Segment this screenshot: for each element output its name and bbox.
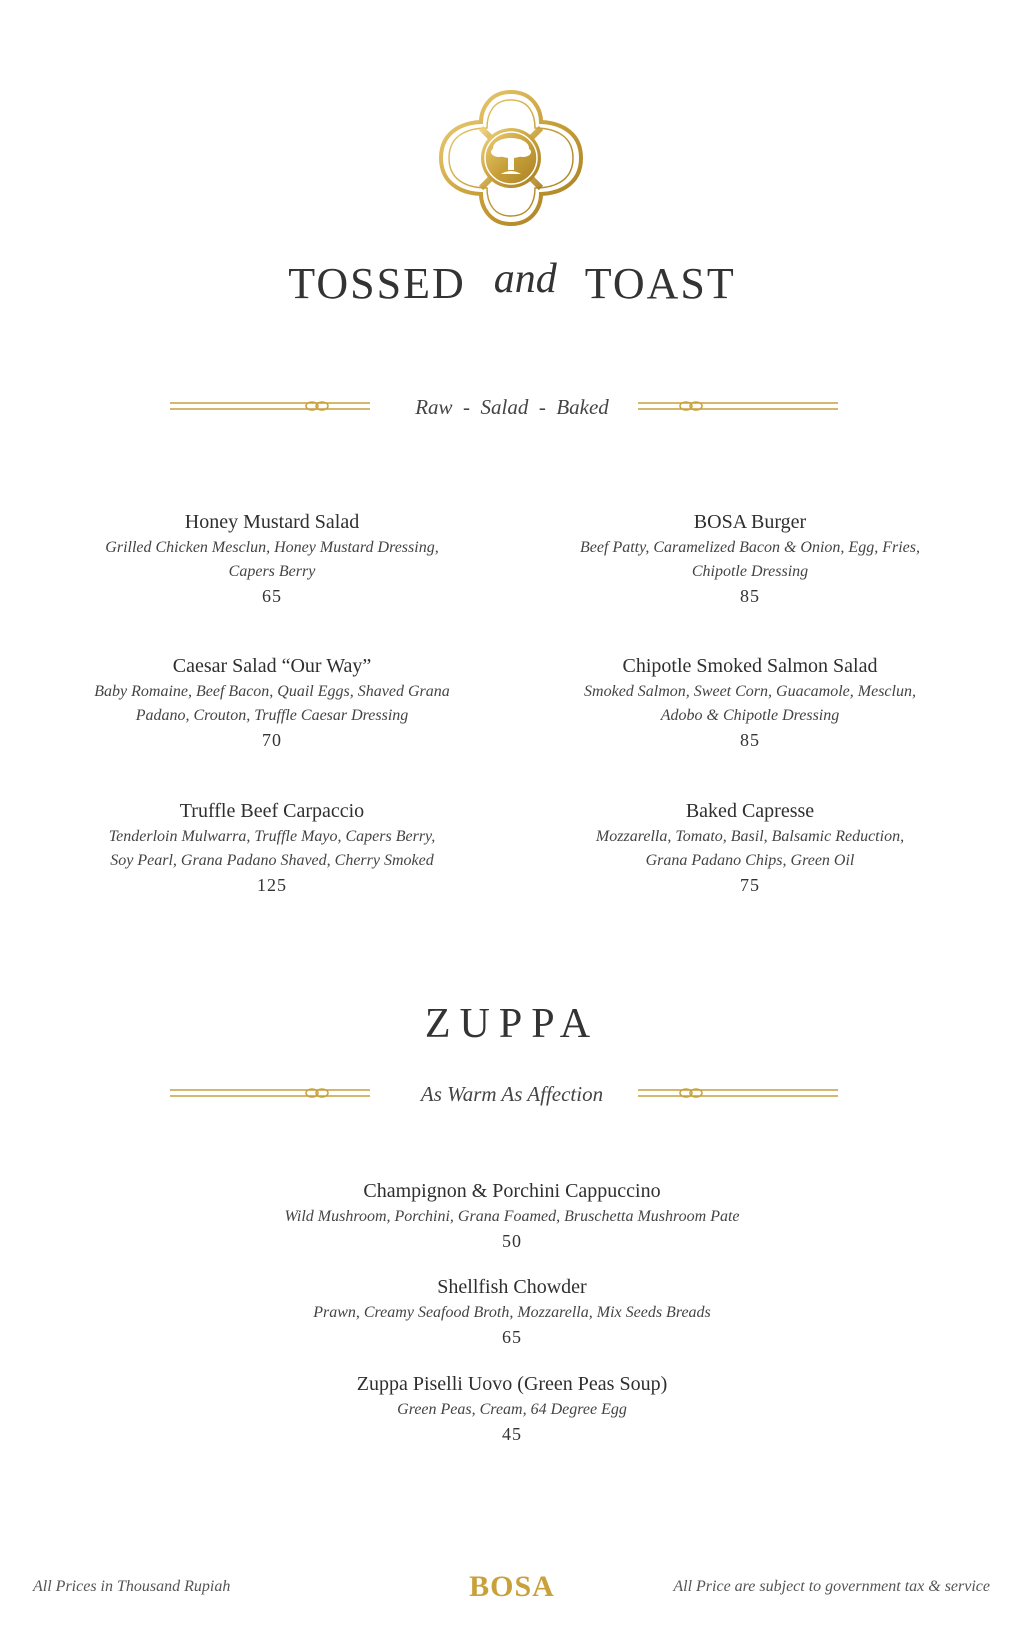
item-price: 75	[740, 875, 760, 895]
item-price: 45	[502, 1424, 522, 1444]
brand-logo-text: BOSA	[469, 1570, 555, 1603]
item-name: BOSA Burger	[693, 511, 807, 533]
menu-item	[52, 797, 492, 897]
item-description: Tenderloin Mulwarra, Truffle Mayo, Capers Berry,	[108, 828, 436, 845]
item-price: 50	[502, 1231, 522, 1251]
item-name: Shellfish Chowder	[437, 1276, 587, 1298]
title-word-toast: TOAST	[584, 259, 736, 308]
ornament-divider-right	[638, 1087, 838, 1099]
item-name: Zuppa Piselli Uovo (Green Peas Soup)	[356, 1373, 668, 1395]
menu-item	[212, 1370, 812, 1446]
item-description: Prawn, Creamy Seafood Broth, Mozzarella, Mix Seeds Breads	[313, 1304, 711, 1321]
item-price: 85	[740, 586, 760, 606]
item-name: Honey Mustard Salad	[184, 511, 360, 533]
item-description: Baby Romaine, Beef Bacon, Quail Eggs, Shaved Grana	[94, 683, 450, 700]
title-word-tossed: TOSSED	[288, 259, 466, 308]
menu-item	[212, 1177, 812, 1253]
footer-price-note: All Prices in Thousand Rupiah	[33, 1578, 231, 1595]
item-price: 65	[262, 586, 282, 606]
item-description: Capers Berry	[228, 563, 316, 580]
section-subtitle-zuppa: As Warm As Affection	[420, 1082, 604, 1106]
item-description: Mozzarella, Tomato, Basil, Balsamic Reduction,	[595, 828, 905, 845]
item-price: 125	[257, 875, 287, 895]
ornament-divider-right	[638, 400, 838, 412]
menu-item	[212, 1273, 812, 1349]
menu-item	[52, 508, 492, 608]
menu-item	[530, 797, 970, 897]
item-price: 85	[740, 730, 760, 750]
item-description: Beef Patty, Caramelized Bacon & Onion, Egg, Fries,	[580, 539, 920, 556]
item-name: Truffle Beef Carpaccio	[179, 800, 365, 822]
item-name: Champignon & Porchini Cappuccino	[363, 1180, 661, 1202]
item-description: Grana Padano Chips, Green Oil	[645, 852, 855, 869]
item-description: Wild Mushroom, Porchini, Grana Foamed, Bruschetta Mushroom Pate	[284, 1208, 740, 1225]
item-description: Adobo & Chipotle Dressing	[660, 707, 840, 724]
item-price: 65	[502, 1327, 522, 1347]
item-description: Chipotle Dressing	[691, 563, 809, 580]
title-word-and: and	[493, 256, 557, 302]
section-subtitle-raw-salad-baked: Raw - Salad - Baked	[415, 395, 609, 419]
menu-item	[52, 652, 492, 752]
item-price: 70	[262, 730, 282, 750]
section-title-tossed-toast	[0, 258, 1024, 309]
menu-item	[530, 652, 970, 752]
footer-tax-note: All Price are subject to government tax & service	[673, 1578, 990, 1595]
item-name: Chipotle Smoked Salmon Salad	[622, 655, 878, 677]
item-name: Baked Capresse	[685, 800, 815, 822]
tree-emblem-icon	[437, 88, 585, 228]
item-description: Green Peas, Cream, 64 Degree Egg	[397, 1401, 627, 1418]
item-name: Caesar Salad “Our Way”	[172, 655, 372, 677]
section-title-zuppa: ZUPPA	[424, 1001, 600, 1047]
item-description: Grilled Chicken Mesclun, Honey Mustard Dressing,	[105, 539, 439, 556]
item-description: Padano, Crouton, Truffle Caesar Dressing	[135, 707, 409, 724]
menu-item	[530, 508, 970, 608]
item-description: Soy Pearl, Grana Padano Shaved, Cherry Smoked	[110, 852, 434, 869]
item-description: Smoked Salmon, Sweet Corn, Guacamole, Mesclun,	[584, 683, 916, 700]
